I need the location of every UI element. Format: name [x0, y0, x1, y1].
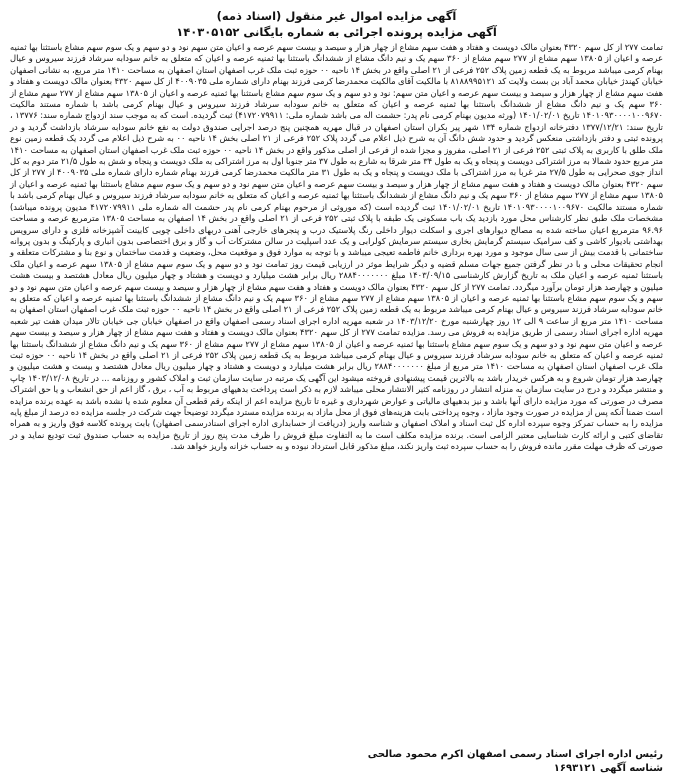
notice-body-text: تمامت ۲۷۷ از کل سهم ۴۳۲۰ بعنوان مالک دویست و هفتاد و هفت سهم مشاع از چهار هزار و سیصد و بیست سهم عرصه و اعیان متن سهم نود و دو سهم و یک سوم سهم مشاع باستثنا بها ثمنیه عرصه و اعیان از ۱۳۸۰۵ سهم مشاع از ۲۷۷ سهم مشاع از ۳۶۰ سهم یک و نیم دانگ مشاع از ششدانگ باستثنا بها ثمنیه عرصه و اعیان که متعلق به خانم سودابه سرشاد فرزند سیروس و عیال بهنام کرمی میباشد مربوط به یک قطعه زمین پلاک ۲۵۲ فرعی از ۲۱ اصلی واقع در بخش ۱۴ ناحیه ۰۰ حوزه ثبت ملک غرب اصفهان استان اصفهان به مساحت ۱۴۱۰ متر مربع، به نشانی اصفهان خیابان کهندژ خیابان محمد آباد بن بست ولایت کد ۸۱۸۸۹۹۵۱۲۱ با مالکیت آقای مالکیت محمدرضا کرمی فرزند بهنام دارای شماره ملی ۴۰۰۹۰۳۵ از کل سهم ۴۳۲۰ بعنوان مالک دویست و هفتاد و هفت سهم مشاع از چهار هزار و سیصد و بیست سهم عرصه و اعیان متن سهم: نود و دو سهم و یک سوم سهم مشاع باستثنا بها ثمنیه عرصه و اعیان از ۱۳۸۰۵ سهم مشاع از ۲۷۷ سهم مشاع از ۳۶۰ سهم یک و نیم دانگ مشاع از ششدانگ باستثنا بها ثمنیه عرصه و اعیان که متعلق به خانم سودابه سرشاد فرزند سیروس و عیال بهنام کرمی باشد با شماره مستند مالکیت ۱۴۰۱۰۹۳۰۰۰۰۱۰۰۹۶۷۰ تاریخ ۱۴۰۱/۰۲/۰۱ (ورثه مدیون بهنام کرمی نام پدر: حشمت اله می باشد شماره ملی: ۴۱۷۲۰۷۹۹۱۱) ثبت گردیده. است که به موجب سند ازدواج شماره سند: ۱۳۷۷۶ ، تاریخ سند: ۱۳۷۷/۱۲/۲۱ دفترخانه ازدواج شماره ۱۳۴ شهر پیر بکران استان اصفهان در قبال مهریه همچنین پنج درصد اجرایی صندوق دولت به نفع خانم سودابه سرشاد بازداشت گردید و در پرونده ثبتی و دفتر بازداشتی منعکس گردید و حدود شش دانگ آن به شرح ذیل اعلام می گردد پلاک ۲۵۲ فرعی از ۲۱ اصلی بخش ۱۴ ناحیه ۰۰ به شرح ذیل اعلام می گردد یک قطعه زمین نوع ملک طلق با کاربری به پلاک ثبتی ۲۵۲ فرعی از ۲۱ اصلی، مفروز و مجزا شده از فرعی از اصلی مذکور واقع در بخش ۱۴ ناحیه ۰۰ حوزه ثبت ملک غرب اصفهان استان اصفهان به مساحت ۱۴۱۰ متر مربع حدود شمالا به مرز اشتراکی دویست و پنجاه و یک به طول ۳۴ متر شرقا به شارع به طول ۳۷ متر جنوبا اول به مرز اشتراکی به ملک دویست و پنجاه و شش به طول ۲۱/۵ متر دوم به کل انداز جوی صحرایی به طول ۲۷/۵ متر غربا به مرز اشتراکی با ملک دویست و پنجاه و یک به طول ۳۱ متر مالکیت محمدرضا کرمی فرزند بهنام شماره دارای شماره ملی ۴۰۰۹۰۳۵ از ۲۷۷ از کل سهم ۴۳۲۰ بعنوان مالک دویست و هفتاد و هفت سهم مشاع از چهار هزار و سیصد و بیست سهم عرصه و اعیان متن سهم نود و دو سهم و یک سوم سهم مشاع باستثنا بها ثمنیه عرصه و اعیان از ۱۳۸۰۵ سهم مشاع از ۲۷۷ سهم مشاع از ۳۶۰ سهم یک و نیم دانگ مشاع از ششدانگ باستثنا بها ثمنیه عرصه و اعیان که متعلق به خانم سودابه سرشاد فرزند سیروس و عیال بهنام کرمی باشد با شماره مستند مالکیت ۱۴۰۱۰۹۳۰۰۰۰۱۰۰۹۶۷۰ تاریخ ۱۴۰۱/۰۲/۰۱ ثبت گردیده است (که موروثی از مرحوم بهنام کرمی نام پدر حشمت اله شماره ملی ۴۱۷۲۰۷۹۹۱۱ مدیون پرونده میباشد) مشخصات ملک طبق نظر کارشناس محل مورد بازدید یک باب مسکونی یک طبقه با پلاک ثبتی ۲۵۲ فرعی از ۲۱ اصلی واقع در بخش ۱۴ اصفهان به مساحت ۱۳۸۰۵ مترمربع عرصه و مساحت ۹۶.۹۶ مترمربع اعیان ساخته شده به مصالح دیوارهای اجری و اسکلت دیوار داخلی رنگ پلاستیک درب و پنجرهای خارجی آهنی دربهای داخلی چوبی کابینت آشپزخانه فلزی و دارای سرویس بهداشتی بادیوار کاشی و کف سرامیک سیستم گرمایش بخاری سیستم سرمایش کولرابی و یک عدد اسپلیت در سالن مشترکات آب و گاز و برق اختصاصی بدون انباری و پارکینگ و بدون پروانه ساختمانی با قدمت بیش از سی سال موجود و مورد بهره برداری خانم فاطمه تعیجی میباشد و با توجه به موارد فوق و موقعیت محل، وضعیت و قدمت ساختمان و نوع بنا و مشترکات متعلقه و انجام تحقیقات محلی و با در نظر گرفتن جمیع جهات مسلم قضیه و دیگر شرایط موثر در ارزیابی قیمت روز تمامت نود و دو سهم و یک سوم سهم مشاع از ۱۳۸۰۵ سهم عرصه و اعیان ملک باستثنا ثمنیه عرصه و اعیان ملک به تاریخ گزارش کارشناسی ۱۴۰۳/۰۹/۱۵ مبلغ ۲۸۸۴۰۰۰۰۰۰۰ ریال برابر هشت میلیارد و دویست و هشتاد و چهار میلیون ریال معادل هشتصد و بیست هشت میلیون و چهارصد هزار تومان برآورد میگردد. تمامت ۲۷۷ از کل سهم ۴۳۲۰ بعنوان مالک دویست و هفتاد و هفت سهم مشاع از چهار هزار و سیصد و بیست سهم عرصه و اعیان متن سهم نود و دو سهم و یک سوم سهم مشاع باستثنا بها ثمنیه عرصه و اعیان از ۱۳۸۰۵ سهم مشاع از ۲۷۷ سهم مشاع از ۳۶۰ سهم یک و نیم دانگ مشاع از ششدانگ باستثنا بها ثمنیه عرصه و اعیان که متعلق به خانم سودابه سرشاد فرزند سیروس و عیال بهنام کرمی میباشد مربوط به یک قطعه زمین پلاک ۲۵۲ فرعی از ۲۱ اصلی واقع در بخش ۱۴ ناحیه ۰۰ حوزه ثبت ملک غرب اصفهان استان اصفهان به مساحت ۱۴۱۰ متر مربع از ساعت ۹ الی ۱۲ روز چهارشنبه مورخ ۱۴۰۳/۱۲/۲۰ در شعبه مهریه اداره اجرای اسناد رسمی اصفهان واقع در اصفهان خیابان جی خیابان تالار میدان هفت تیر شعبه مهریه اداره اجرای اسناد رسمی از طریق مزایده به فروش می رسد. مزایده تمامت ۲۷۷ از کل سهم ۴۳۲۰ بعنوان مالک دویست و هفتاد و هفت سهم مشاع از چهار هزار و سیصد و بیست سهم عرصه و اعیان متن سهم نود و دو سهم و یک سوم سهم مشاع باستثنا بها ثمنیه عرصه و اعیان از ۱۳۸۰۵ سهم مشاع از ۲۷۷ سهم مشاع از ۳۶۰ سهم یک و نیم دانگ مشاع از ششدانگ باستثنا بها ثمنیه عرصه و اعیان که متعلق به خانم سودابه سرشاد فرزند سیروس و عیال بهنام کرمی میباشد مربوط به یک قطعه زمین پلاک ۲۵۲ فرعی از ۲۱ اصلی واقع در بخش ۱۴ ناحیه ۰۰ حوزه ثبت ملک غرب اصفهان استان اصفهان به مساحت ۱۴۱۰ متر مربع از مبلغ ۲۸۸۴۰۰۰۰۰۰۰ ریال برابر هشت میلیارد و دویست و هشتاد و چهار میلیون ریال معادل هشتصد و بیست و هشت میلیون و چهارصد هزار تومان شروع و به هرکس خریدار باشد به بالاترین قیمت پیشنهادی فروخته میشود این آگهی یک مرتبه در سایت سازمان ثبت و املاک کشور و روزنامه ... در تاریخ ۱۴۰۳/۱۲/۰۸ چاپ و منتشر میگردد و درج در سایت سازمان به منزله انتشار در روزنامه کثیر الانتشار محلی میباشد لازم به ذکر است پرداخت بدهیهای مربوط به آب ، برق ، گاز اعم از حق انشعاب و یا حق اشتراک مصرف در صورتی که مورد مزایده دارای آنها باشد و نیز بدهیهای مالیاتی و عوارض شهرداری و غیره تا تاریخ مزایده اعم از اینکه رقم قطعی آن معلوم شده یا نشده باشد به عهده برنده مزایده است ضمنا آنکه پس از مزایده در صورت وجود مازاد ، وجوه پرداختی بابت هزینه‌های فوق از محل مازاد به برنده مزایده مسترد میگردد توضیحاً جهت شرکت در جلسه مزایده ده درصد از مبلغ پایه مزایده را به حساب تمرکز وجوه سپرده اداره کل ثبت اسناد و املاک اصفهان و شناسه واریز (دریافت از حسابداری اداره اجرای اسنادرسمی اصفهان) بابت پرونده کلاسه فوق واریز و به همراه تقاضای کتبی و ارائه کارت شناسایی معتبر الزامی است. برنده مزایده مکلف است ما به التفاوت مبلغ فروش را ظرف مدت پنج روز از تاریخ مزایده به حساب صندوق ثبت تودیع نماید و در صورتی که ظرف مهلت مقرر مانده فروش را به حساب سپرده ثبت واریز نکند، مبلغ مذکور قابل استرداد نبوده و به حساب خزانه واریز خواهد شد.	[10, 42, 664, 452]
notice-title	[10, 8, 663, 40]
signature-official: رئیس اداره اجرای اسناد رسمی اصفهان اکرم محمود صالحی	[367, 749, 663, 760]
notice-body	[10, 42, 663, 453]
notice-title-line1: آگهی مزایده اموال غیر منقول (اسناد ذمه)	[216, 9, 457, 23]
signature-notice-id: شناسه آگهی ۱۶۹۳۱۲۱	[553, 763, 663, 774]
notice-title-line2: آگهی مزایده پرونده اجرائی به شماره بایگانی ۱۴۰۳۰۵۱۵۲	[176, 25, 497, 39]
notice-signature	[368, 748, 663, 776]
